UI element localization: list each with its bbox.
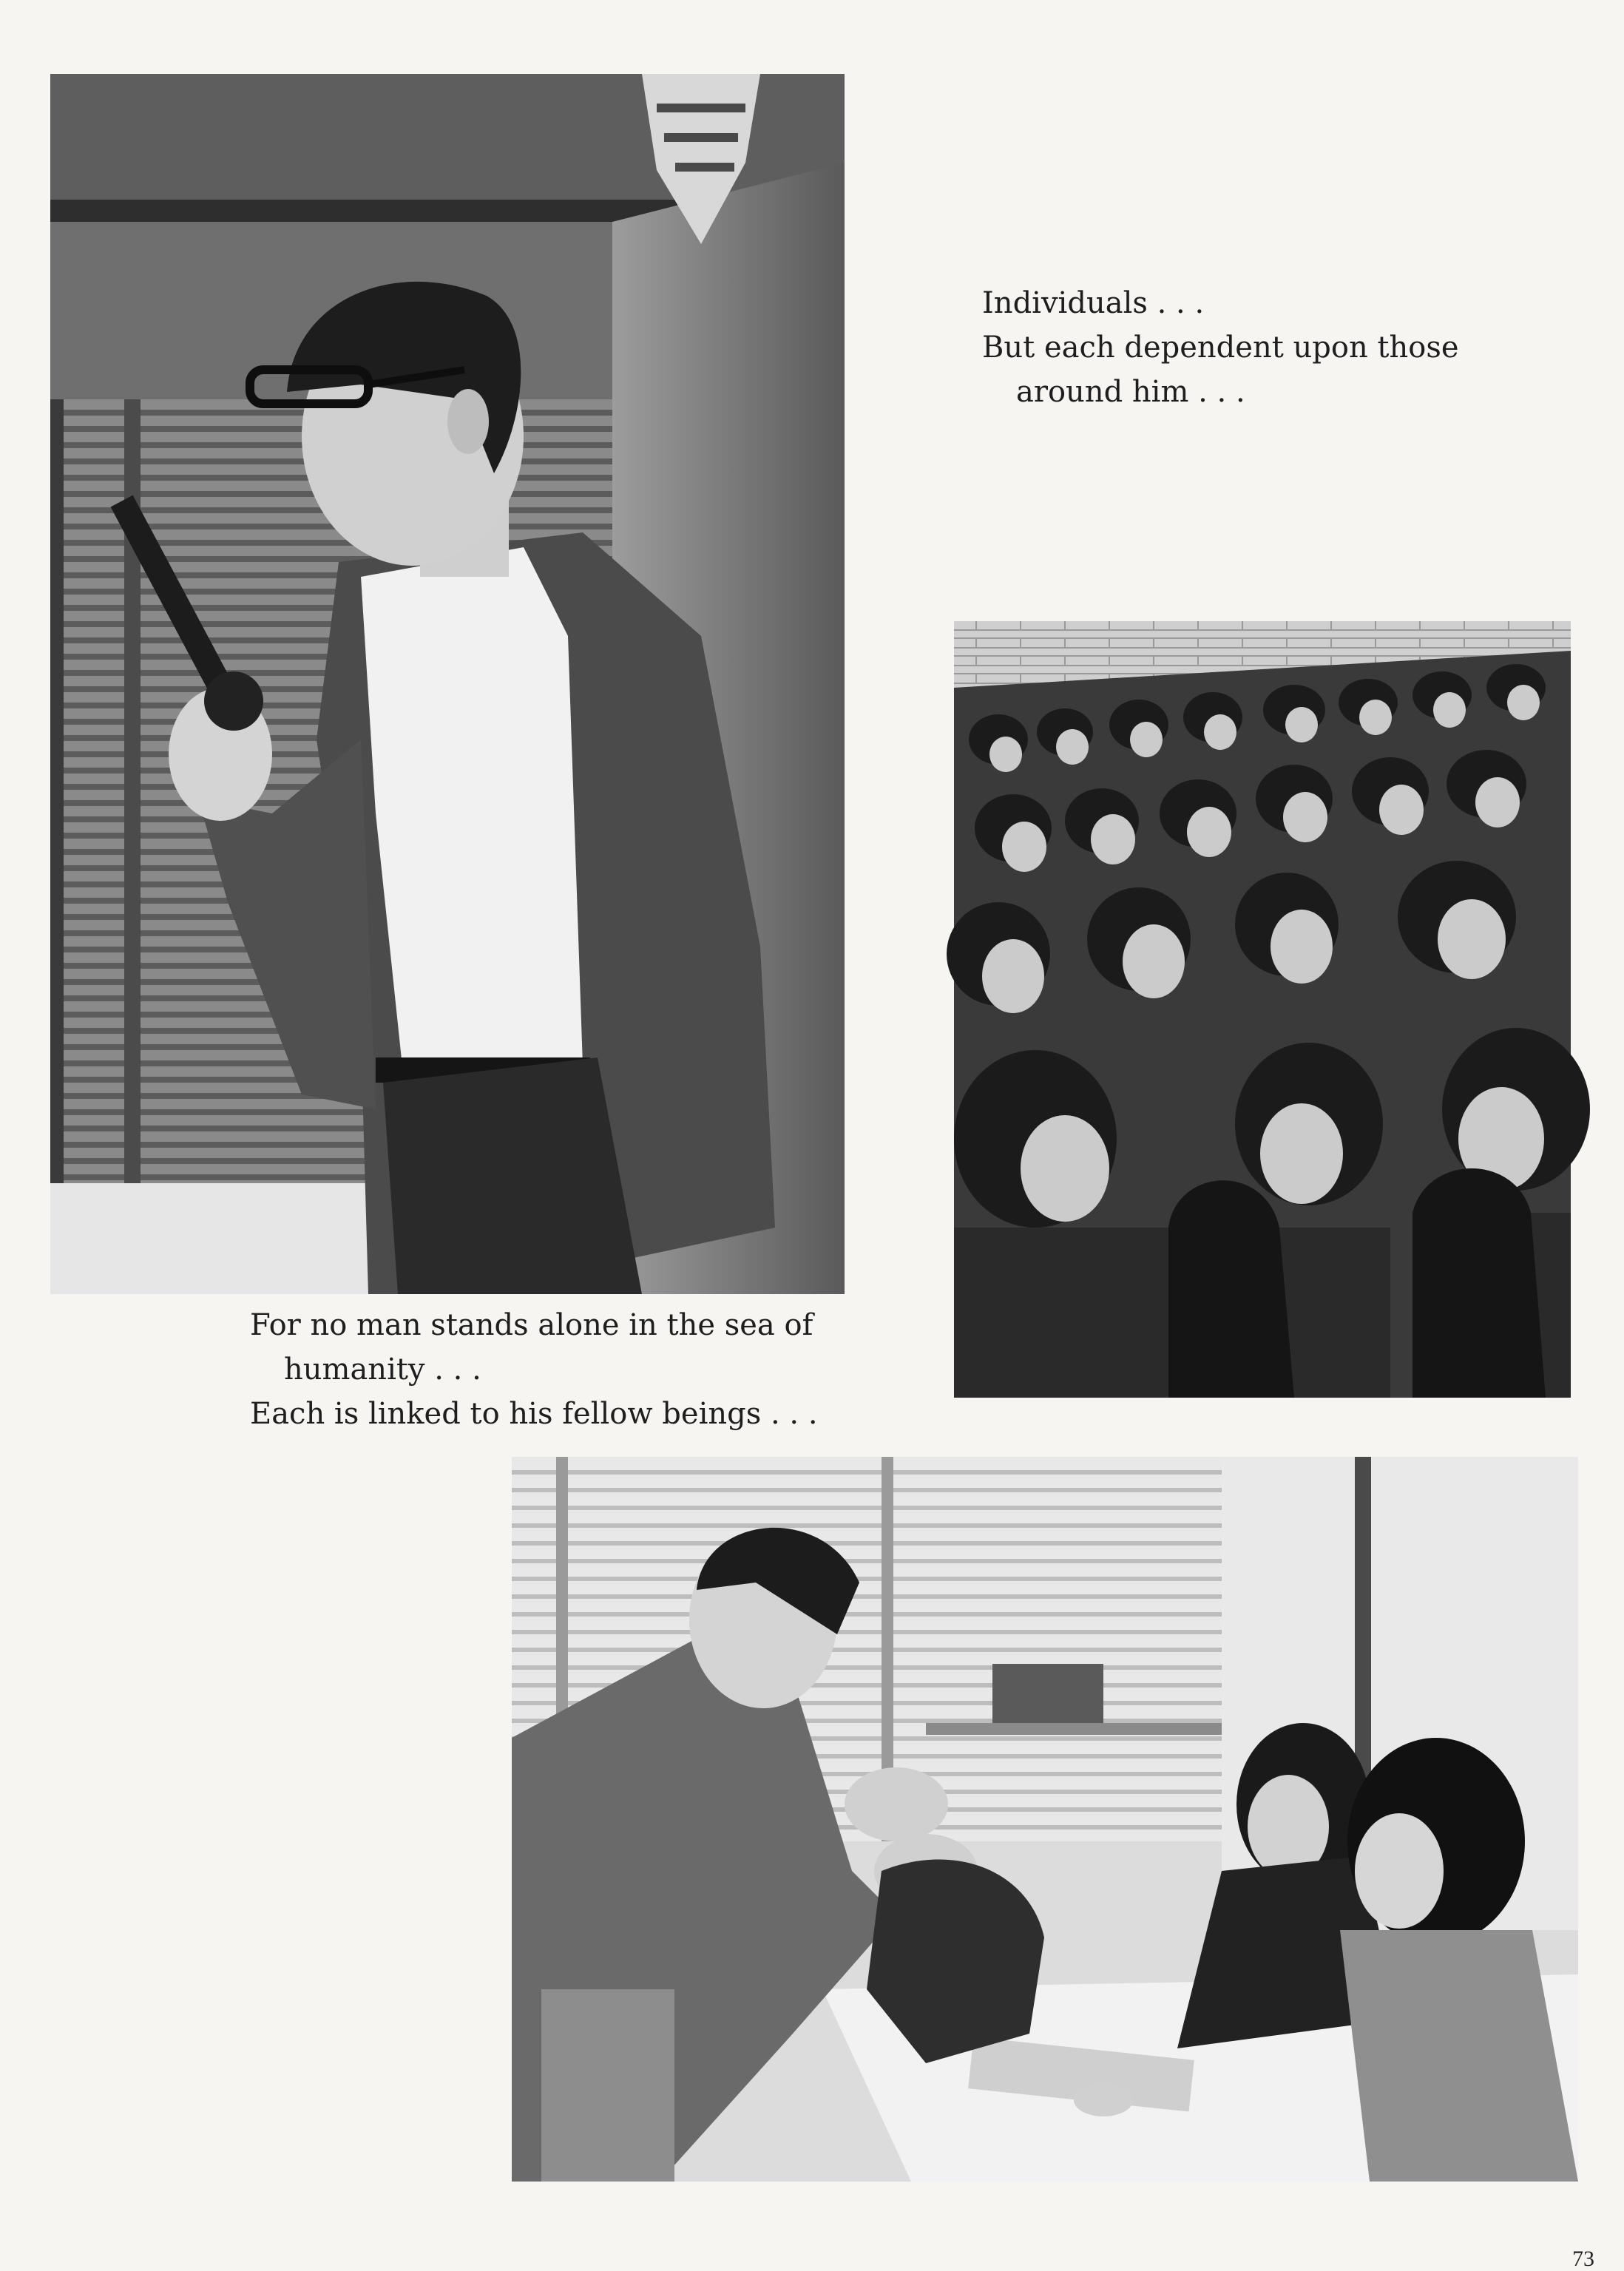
caption-line: Each is linked to his fellow beings . . . <box>250 1397 818 1431</box>
caption-line: humanity . . . <box>284 1353 481 1387</box>
caption-line: around him . . . <box>1016 375 1245 409</box>
photo-students-talking <box>512 1457 1578 2182</box>
photo-students-in-bleachers <box>954 621 1571 1398</box>
caption-line: Individuals . . . <box>982 286 1205 320</box>
photo-student-with-gavel <box>50 74 845 1294</box>
caption-no-man-stands-alone <box>250 1303 818 1436</box>
caption-individuals <box>982 281 1459 414</box>
caption-line: For no man stands alone in the sea of <box>250 1308 813 1342</box>
page-number: 73 <box>1572 2247 1594 2271</box>
caption-line: But each dependent upon those <box>982 331 1459 365</box>
